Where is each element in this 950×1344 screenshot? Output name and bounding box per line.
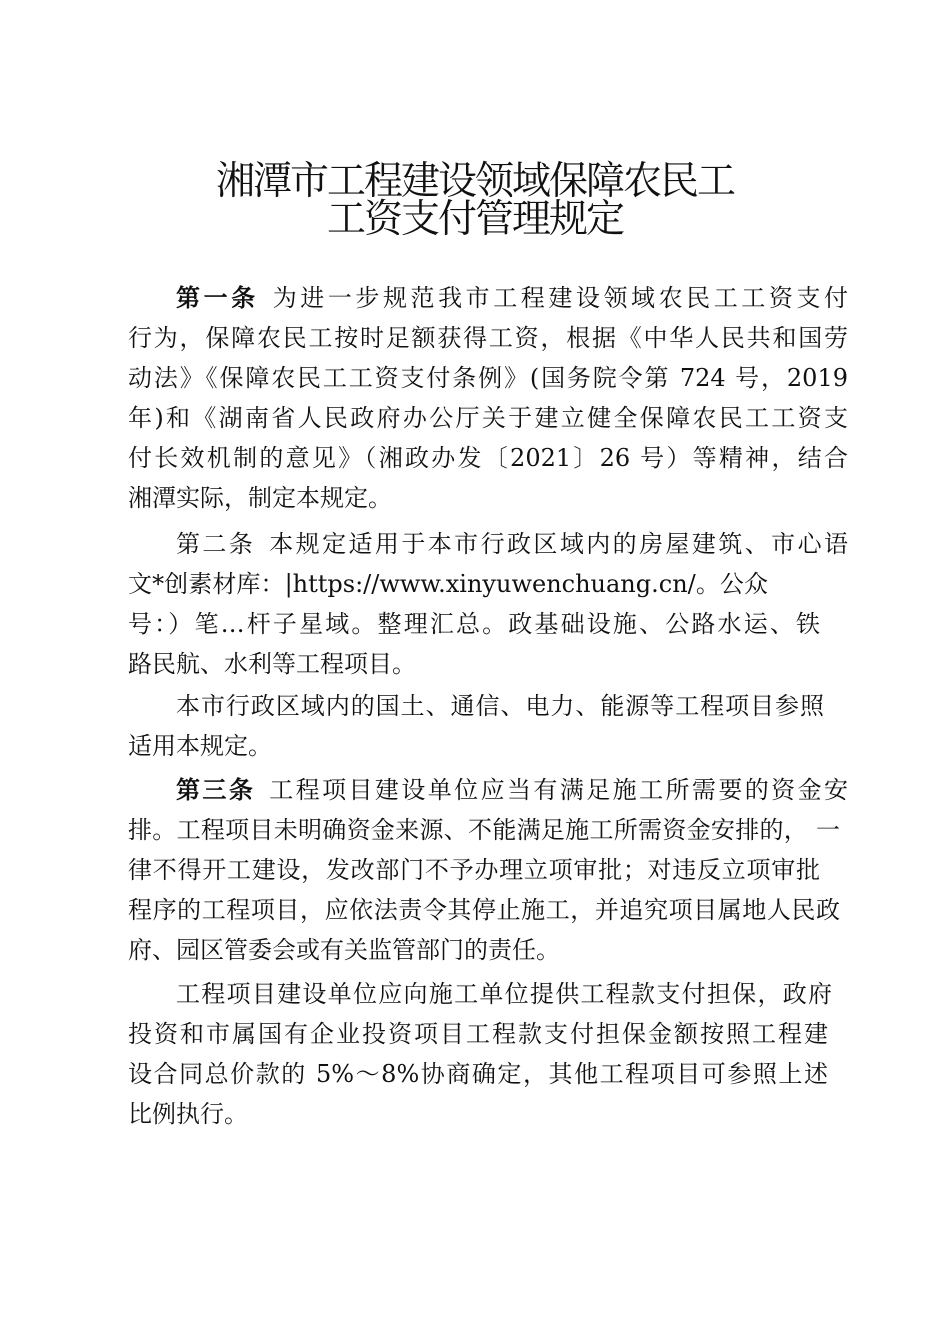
article-1-text: 为进一步规范我市工程建设领域农民工工资支付: [272, 284, 849, 312]
article-1-line-4: 年)和《湖南省人民政府办公厅关于建立健全保障农民工工资支: [128, 404, 848, 432]
article-3-line-5: 府、园区管委会或有关监管部门的责任。: [128, 936, 560, 964]
article-2-line-4: 路民航、水利等工程项目。: [128, 650, 416, 678]
article-3-line-1: [176, 770, 848, 810]
article-2-para-2-line-2: 适用本规定。: [128, 732, 272, 760]
article-3-para-2-line-3: 设合同总价款的 5%～8%协商确定，其他工程项目可参照上述: [128, 1060, 828, 1088]
document-title-line-2: 工资支付管理规定: [326, 197, 623, 242]
article-1-line-5: 付长效机制的意见》（湘政办发〔2021〕26 号）等精神，结合: [128, 444, 848, 472]
article-2-line-3: 号：）笔…杆子星域。整理汇总。政基础设施、公路水运、铁: [128, 610, 820, 638]
article-3-text: 工程项目建设单位应当有满足施工所需要的资金安: [269, 776, 848, 804]
article-2-para-2-line-1: 本市行政区域内的国土、通信、电力、能源等工程项目参照: [176, 692, 824, 720]
article-2-line-2: 文*创素材库：|https://www.xinyuwenchuang.cn/。公众: [128, 570, 768, 598]
article-3-para-2-line-1: 工程项目建设单位应向施工单位提供工程款支付担保，政府: [176, 980, 832, 1008]
article-1-label: 第一条: [176, 284, 259, 312]
article-1-line-1: [176, 278, 848, 318]
article-2-text: 本规定适用于本市行政区域内的房屋建筑、市心语: [269, 530, 848, 558]
article-2-line-1: [176, 524, 848, 564]
article-3-para-2-line-2: 投资和市属国有企业投资项目工程款支付担保金额按照工程建: [128, 1020, 828, 1048]
article-1-line-2: 行为，保障农民工按时足额获得工资，根据《中华人民共和国劳: [128, 324, 848, 352]
article-3-para-2-line-4: 比例执行。: [128, 1100, 248, 1128]
article-1-line-3: 动法》《保障农民工工资支付条例》(国务院令第 724 号，2019: [128, 364, 848, 392]
article-3-line-2: 排。工程项目未明确资金来源、不能满足施工所需资金安排的， 一: [128, 816, 840, 844]
document-title-line-1: 湘潭市工程建设领域保障农民工: [215, 159, 734, 204]
article-2-label: 第二条: [176, 530, 256, 558]
article-3-line-3: 律不得开工建设，发改部门不予办理立项审批；对违反立项审批: [128, 856, 820, 884]
article-3-line-4: 程序的工程项目，应依法责令其停止施工，并追究项目属地人民政: [128, 896, 840, 924]
article-1-line-6: 湘潭实际，制定本规定。: [128, 484, 392, 512]
article-3-label: 第三条: [176, 776, 256, 804]
